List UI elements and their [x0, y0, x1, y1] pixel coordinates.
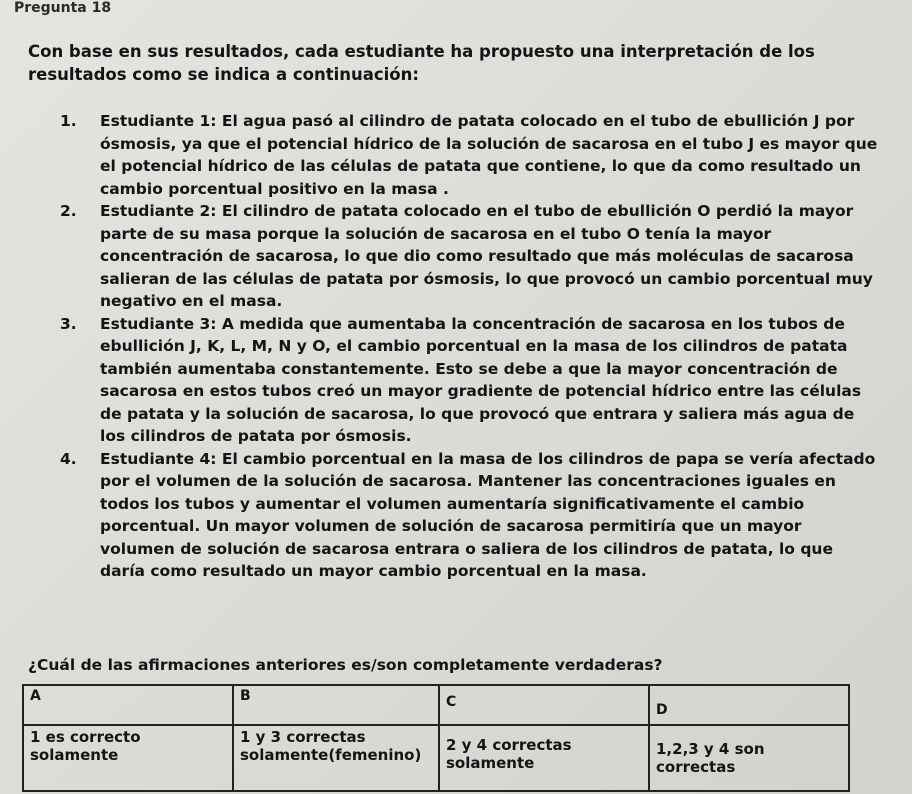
statement-number: 4. [60, 449, 77, 468]
statement-item [28, 200, 878, 313]
option-a-letter: A [23, 685, 233, 725]
question-prompt: ¿Cuál de las afirmaciones anteriores es/son completamente verdaderas? [28, 656, 663, 674]
option-d-letter: D [649, 685, 849, 725]
answer-options-table [22, 684, 850, 792]
statement-list [28, 110, 878, 583]
options-header-row [23, 685, 849, 725]
question-number: Pregunta 18 [14, 0, 112, 16]
question-intro: Con base en sus resultados, cada estudiante ha propuesto una interpretación de los resultados como se indica a continuación: [28, 42, 815, 84]
statement-text: Estudiante 4: El cambio porcentual en la masa de los cilindros de papa se vería afectado por el volumen de la solución de sacarosa. Mantener las concentraciones iguales en todos los tubos y aumentar el volumen aumentaría significativamente el cambio porcentual. Un mayor volumen de solución de sacarosa permitiría que un mayor volumen de solución de sacarosa entrara o saliera de los cilindros de patata, lo que daría como resultado un mayor cambio porcentual en la masa. [100, 449, 876, 580]
option-b-letter: B [233, 685, 439, 725]
statement-item [28, 313, 878, 448]
option-b[interactable]: 1 y 3 correctas solamente(femenino) [233, 725, 439, 791]
statement-item [28, 448, 878, 583]
statement-number: 3. [60, 314, 77, 333]
option-c-letter: C [439, 685, 649, 725]
statement-number: 1. [60, 112, 77, 130]
option-d[interactable]: 1,2,3 y 4 son correctas [649, 725, 849, 791]
statement-text: Estudiante 3: A medida que aumentaba la concentración de sacarosa en los tubos de ebullición J, K, L, M, N y O, el cambio porcentual en la masa de los cilindros de patata también aumentaba constantemente. Esto se debe a que la mayor concentración de sacarosa en estos tubos creó un mayor gradiente de potencial hídrico entre las células de patata y la solución de sacarosa, lo que provocó que entrara y saliera más agua de los cilindros de patata por ósmosis. [100, 314, 862, 445]
option-a[interactable]: 1 es correcto solamente [23, 725, 233, 791]
statement-text: Estudiante 1: El agua pasó al cilindro de patata colocado en el tubo de ebullición J por ósmosis, ya que el potencial hídrico de la solución de sacarosa en el tubo J es mayor que el potencial hídrico de las células de patata que contiene, lo que da como resultado un cambio porcentual positivo en la masa . [100, 112, 878, 198]
statement-item [28, 110, 878, 200]
statement-text: Estudiante 2: El cilindro de patata colocado en el tubo de ebullición O perdió la mayor parte de su masa porque la solución de sacarosa en el tubo O tenía la mayor concentración de sacarosa, lo que dio como resultado que más moléculas de sacarosa salieran de las células de patata por ósmosis, lo que provocó un cambio porcentual muy negativo en el masa. [100, 202, 873, 310]
option-c[interactable]: 2 y 4 correctas solamente [439, 725, 649, 791]
statement-number: 2. [60, 202, 77, 220]
options-body-row [23, 725, 849, 791]
